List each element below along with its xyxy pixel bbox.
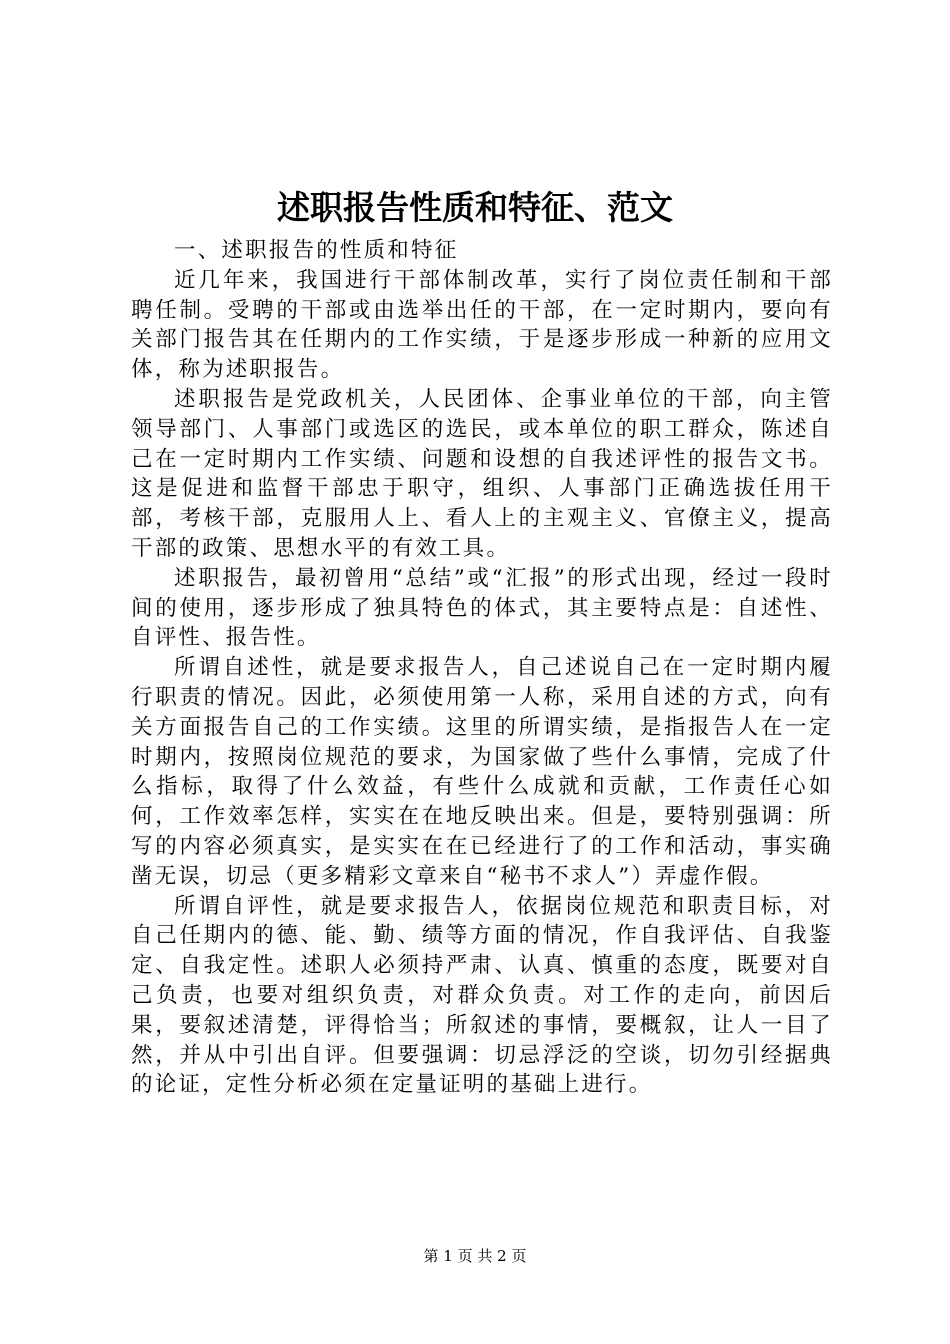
paragraph: 述职报告是党政机关，人民团体、企事业单位的干部，向主管领导部门、人事部门或选区的选民，或本单位的职工群众，陈述自己在一定时期内工作实绩、问题和设想的自我述评性的报告文书。这是促进和监督干部忠于职守，组织、人事部门正确选拔任用干部，考核干部，克服用人上、看人上的主观主义、官僚主义，提高干部的政策、思想水平的有效工具。	[131, 386, 833, 561]
paragraph: 述职报告，最初曾用“总结”或“汇报”的形式出现，经过一段时间的使用，逐步形成了独具特色的体式，其主要特点是：自述性、自评性、报告性。	[131, 565, 833, 651]
document-title: 述职报告性质和特征、范文	[277, 188, 673, 227]
paragraph: 所谓自评性，就是要求报告人，依据岗位规范和职责目标，对自己任期内的德、能、勤、绩等方面的情况，作自我评估、自我鉴定、自我定性。述职人必须持严肃、认真、慎重的态度，既要对自己负责，也要对组织负责，对群众负责。对工作的走向，前因后果，要叙述清楚，评得恰当；所叙述的事情，要概叙，让人一目了然，并从中引出自评。但要强调：切忌浮泛的空谈，切勿引经据典的论证，定性分析必须在定量证明的基础上进行。	[131, 893, 833, 1098]
page-footer: 第 1 页 共 2 页	[423, 1247, 527, 1265]
section-heading: 一、述职报告的性质和特征	[174, 238, 459, 263]
paragraph: 近几年来，我国进行干部体制改革，实行了岗位责任制和干部聘任制。受聘的干部或由选举出任的干部，在一定时期内，要向有关部门报告其在任期内的工作实绩，于是逐步形成一种新的应用文体，称为述职报告。	[131, 267, 833, 383]
document-body	[131, 236, 833, 1100]
paragraph: 所谓自述性，就是要求报告人，自己述说自己在一定时期内履行职责的情况。因此，必须使用第一人称，采用自述的方式，向有关方面报告自己的工作实绩。这里的所谓实绩，是指报告人在一定时期内，按照岗位规范的要求，为国家做了些什么事情，完成了什么指标，取得了什么效益，有些什么成就和贡献，工作责任心如何，工作效率怎样，实实在在地反映出来。但是，要特别强调：所写的内容必须真实，是实实在在已经进行了的工作和活动，事实确凿无误，切忌（更多精彩文章来自“秘书不求人”）弄虚作假。	[131, 655, 833, 889]
